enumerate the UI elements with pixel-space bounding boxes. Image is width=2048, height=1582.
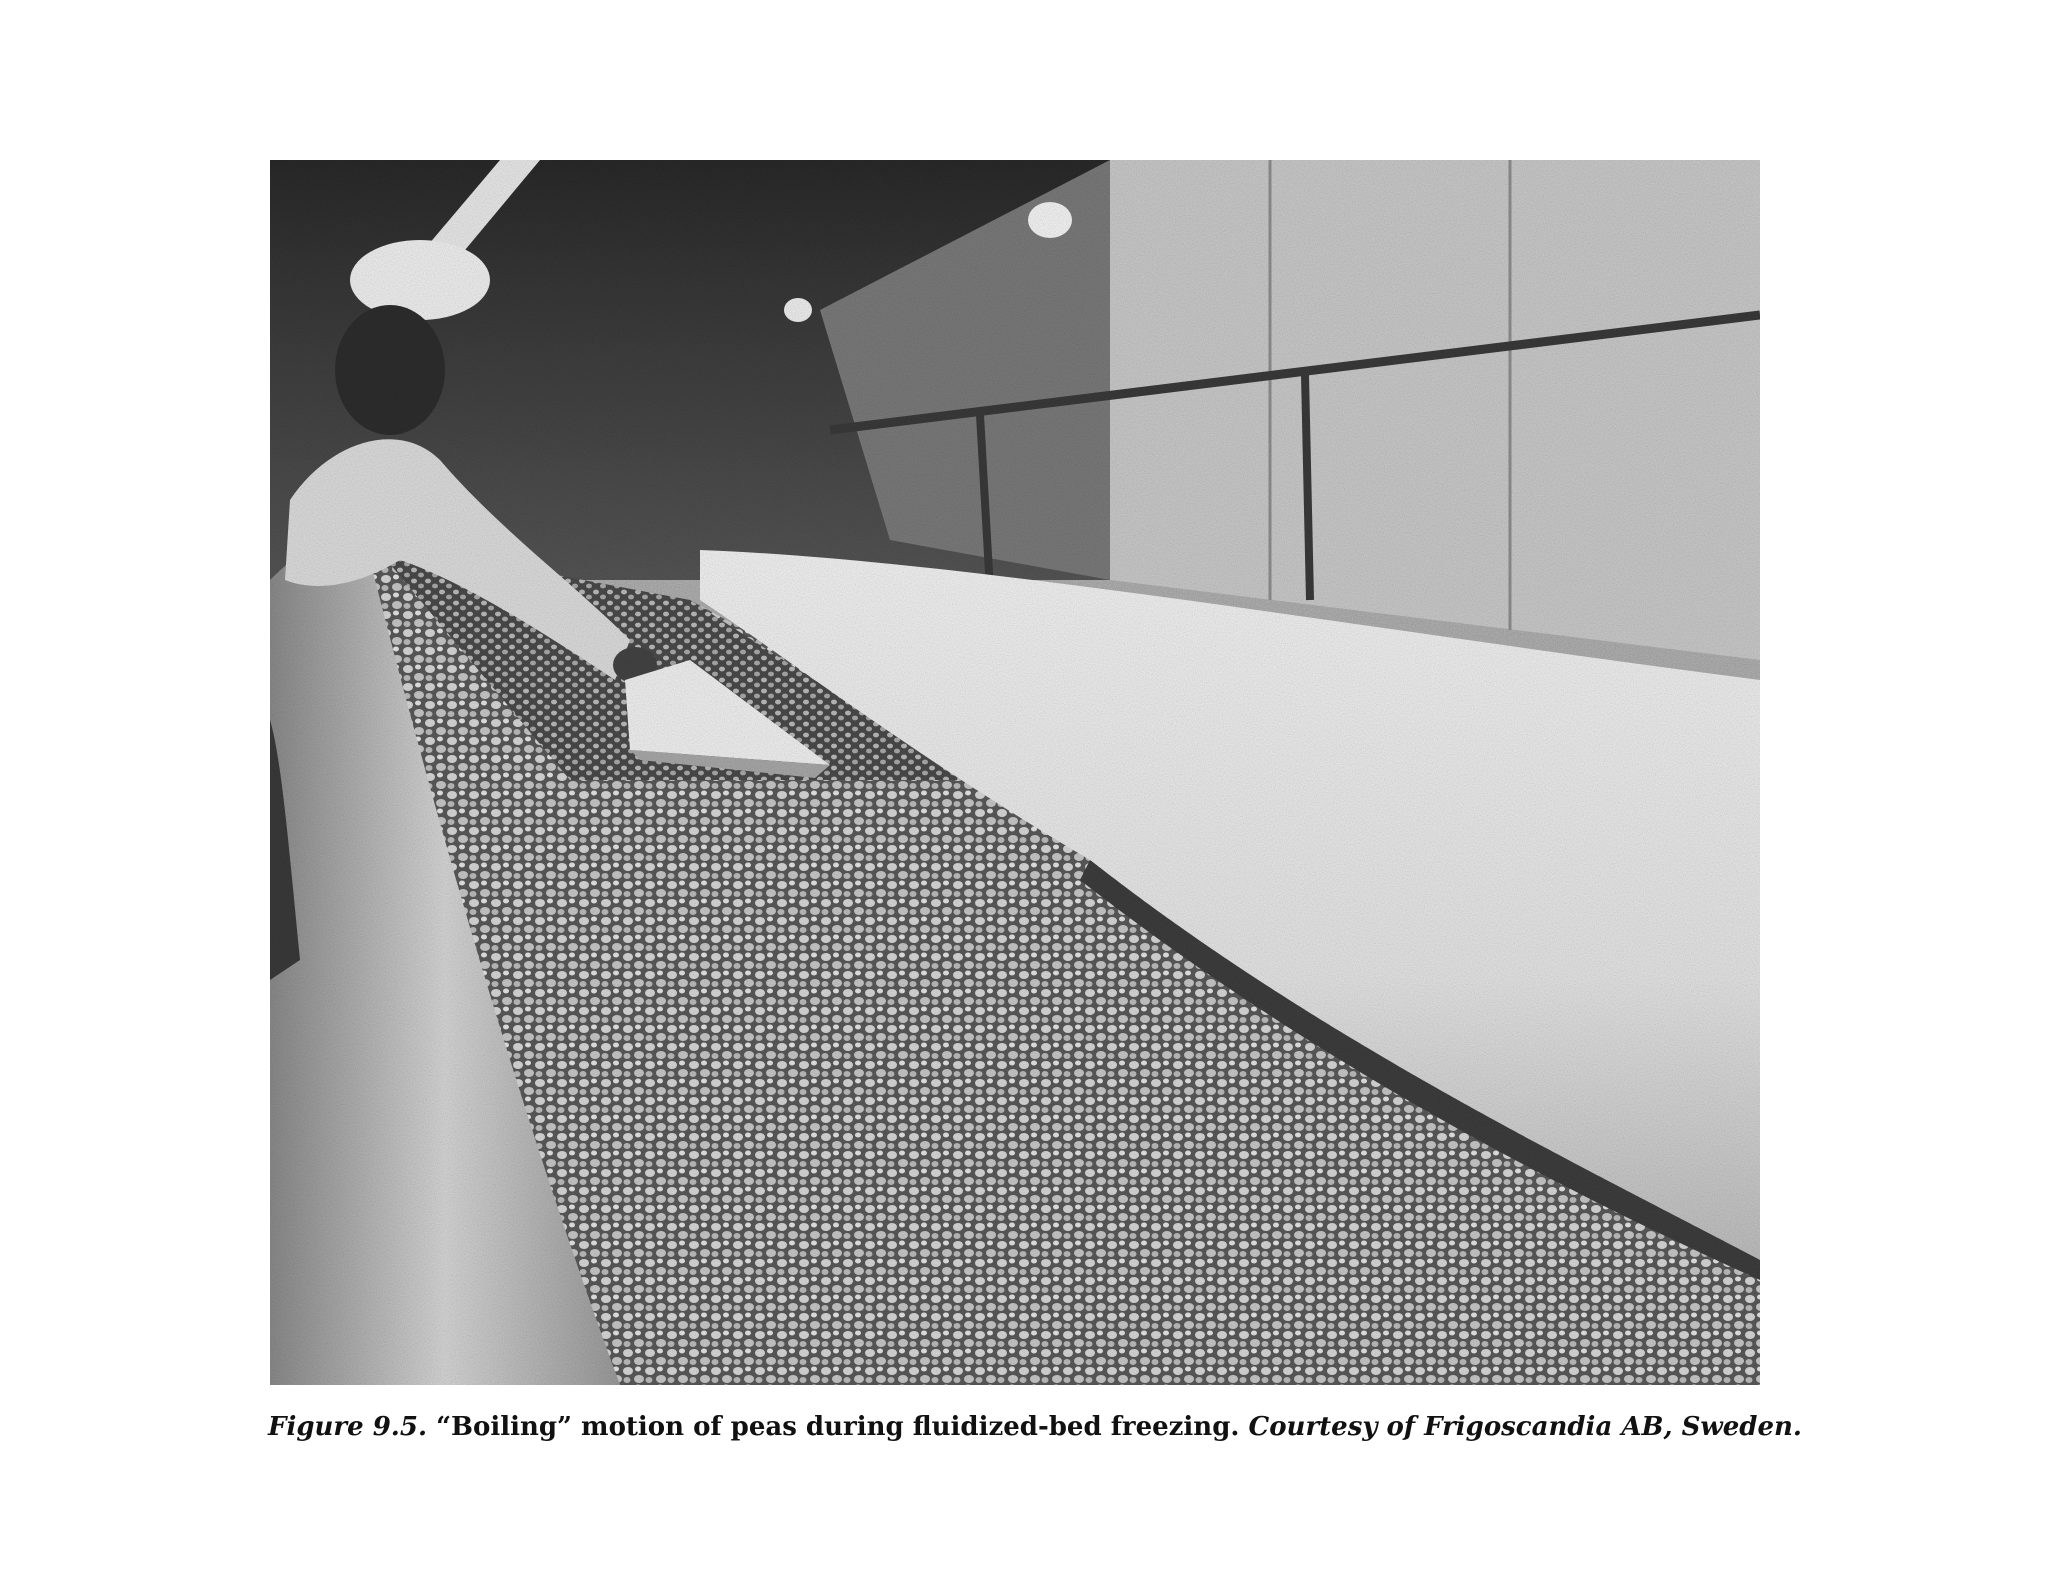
- figure-credit: Courtesy of Frigoscandia AB, Sweden.: [1248, 1412, 1802, 1442]
- figure-caption-text: “Boiling” motion of peas during fluidized-bed freezing.: [436, 1412, 1240, 1442]
- figure-label: Figure 9.5.: [268, 1412, 427, 1442]
- figure-caption: [268, 1410, 1802, 1444]
- figure-photo: [270, 160, 1760, 1385]
